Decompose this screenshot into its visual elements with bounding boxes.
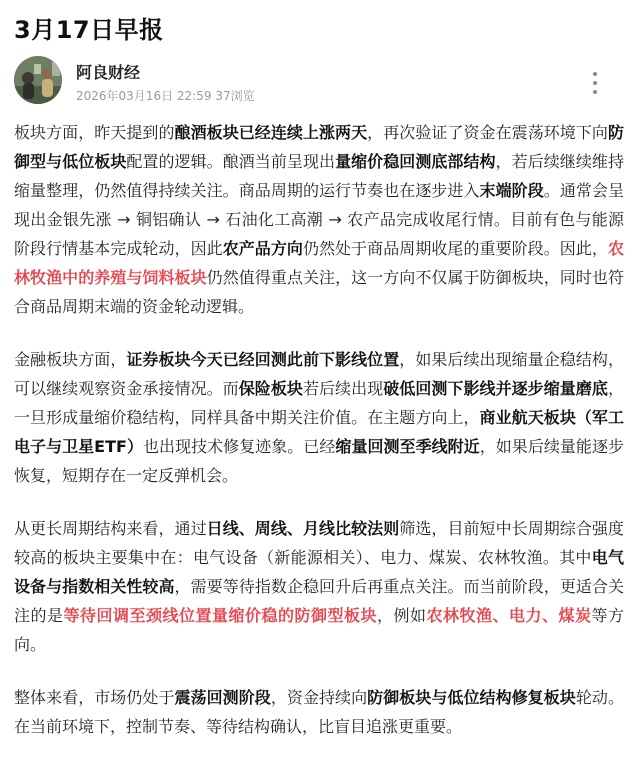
bold-text: 保险板块 [238, 379, 303, 398]
more-vertical-icon[interactable] [588, 72, 602, 94]
article-paragraph [14, 118, 624, 321]
bold-text: 证券板块今天已经回测此前下影线位置 [126, 350, 400, 369]
page-title: 3月17日早报 [14, 16, 164, 44]
bold-text: 末端阶段 [479, 181, 544, 200]
post-date: 2026年03月16日 22:59 [76, 89, 212, 103]
bold-text: 农产品方向 [222, 239, 303, 258]
author-avatar-icon [14, 56, 62, 104]
text-segment: 仍然处于商品周期收尾的重要阶段。因此， [302, 239, 608, 258]
text-segment: 也出现技术修复迹象。已经 [143, 437, 336, 456]
text-segment: ，再次验证了资金在震荡环境下向 [367, 123, 608, 142]
article-paragraph [14, 345, 624, 490]
text-segment: ，如果后续量能逐步恢复，短期存在一定反弹机会。 [14, 437, 624, 485]
bold-text: 防御板块与低位结构修复板块 [367, 688, 576, 707]
bold-text: 日线、周线、月线比较法则 [206, 519, 400, 538]
article-paragraph [14, 683, 624, 741]
text-segment: 配置的逻辑。酿酒当前呈现出 [126, 152, 336, 171]
text-segment: ，资金持续向 [270, 688, 368, 707]
text-segment: ，需要等待指数企稳回升后再重点关注。而当前阶段，更适合关注的是 [14, 577, 624, 625]
text-segment: ，如果后续出现缩量企稳结构，可以继续观察资金承接情况。而 [14, 350, 624, 398]
text-segment: 若后续出现 [302, 379, 384, 398]
text-segment: ，一旦形成量缩价稳结构，同样具备中期关注价值。在主题方向上， [14, 379, 624, 427]
post-meta [76, 87, 255, 104]
bold-text: 破低回测下影线并逐步缩量磨底 [383, 379, 608, 398]
article-body [14, 118, 624, 765]
text-segment: ，若后续继续维持缩量整理，仍然值得持续关注。商品周期的运行节奏也在逐步进入 [14, 152, 624, 200]
bold-text: 酿酒板块已经连续上涨两天 [174, 123, 368, 142]
highlight-red-text: 农林牧渔中的养殖与饲料板块 [14, 239, 624, 287]
text-segment: 。通常会呈现出金银先涨 → 铜铝确认 → 石油化工高潮 → 农产品完成收尾行情。目前有色与能源阶段行情基本完成轮动，因此 [14, 181, 624, 258]
text-segment: 等方向。 [14, 606, 624, 654]
article-paragraph [14, 514, 624, 659]
highlight-red-text: 农林牧渔、电力、煤炭 [426, 606, 592, 625]
text-segment: 筛选，目前短中长周期综合强度较高的板块主要集中在：电气设备（新能源相关）、电力、煤炭、农林牧渔。其中 [14, 519, 624, 567]
bold-text: 量缩价稳回测底部结构 [335, 152, 496, 171]
bold-text: 震荡回测阶段 [174, 688, 271, 707]
text-segment: ，例如 [376, 606, 427, 625]
highlight-red-text: 等待回调至颈线位置量缩价稳的防御型板块 [63, 606, 377, 625]
text-segment: 从更长周期结构来看，通过 [14, 519, 207, 538]
avatar[interactable] [14, 56, 62, 104]
text-segment: 整体来看，市场仍处于 [14, 688, 175, 707]
bold-text: 缩量回测至季线附近 [335, 437, 480, 456]
text-segment: 轮动。在当前环境下，控制节奏、等待结构确认，比盲目追涨更重要。 [14, 688, 624, 736]
text-segment: 金融板块方面， [14, 350, 127, 369]
bold-text: 电气设备与指数相关性较高 [14, 548, 624, 596]
text-segment: 仍然值得重点关注，这一方向不仅属于防御板块，同时也符合商品周期末端的资金轮动逻辑。 [14, 268, 624, 316]
bold-text: 商业航天板块（军工电子与卫星ETF） [14, 408, 624, 456]
post-views: 37浏览 [215, 89, 255, 103]
text-segment: 板块方面，昨天提到的 [14, 123, 175, 142]
author-name[interactable]: 阿良财经 [76, 63, 141, 82]
bold-text: 防御型与低位板块 [14, 123, 624, 171]
